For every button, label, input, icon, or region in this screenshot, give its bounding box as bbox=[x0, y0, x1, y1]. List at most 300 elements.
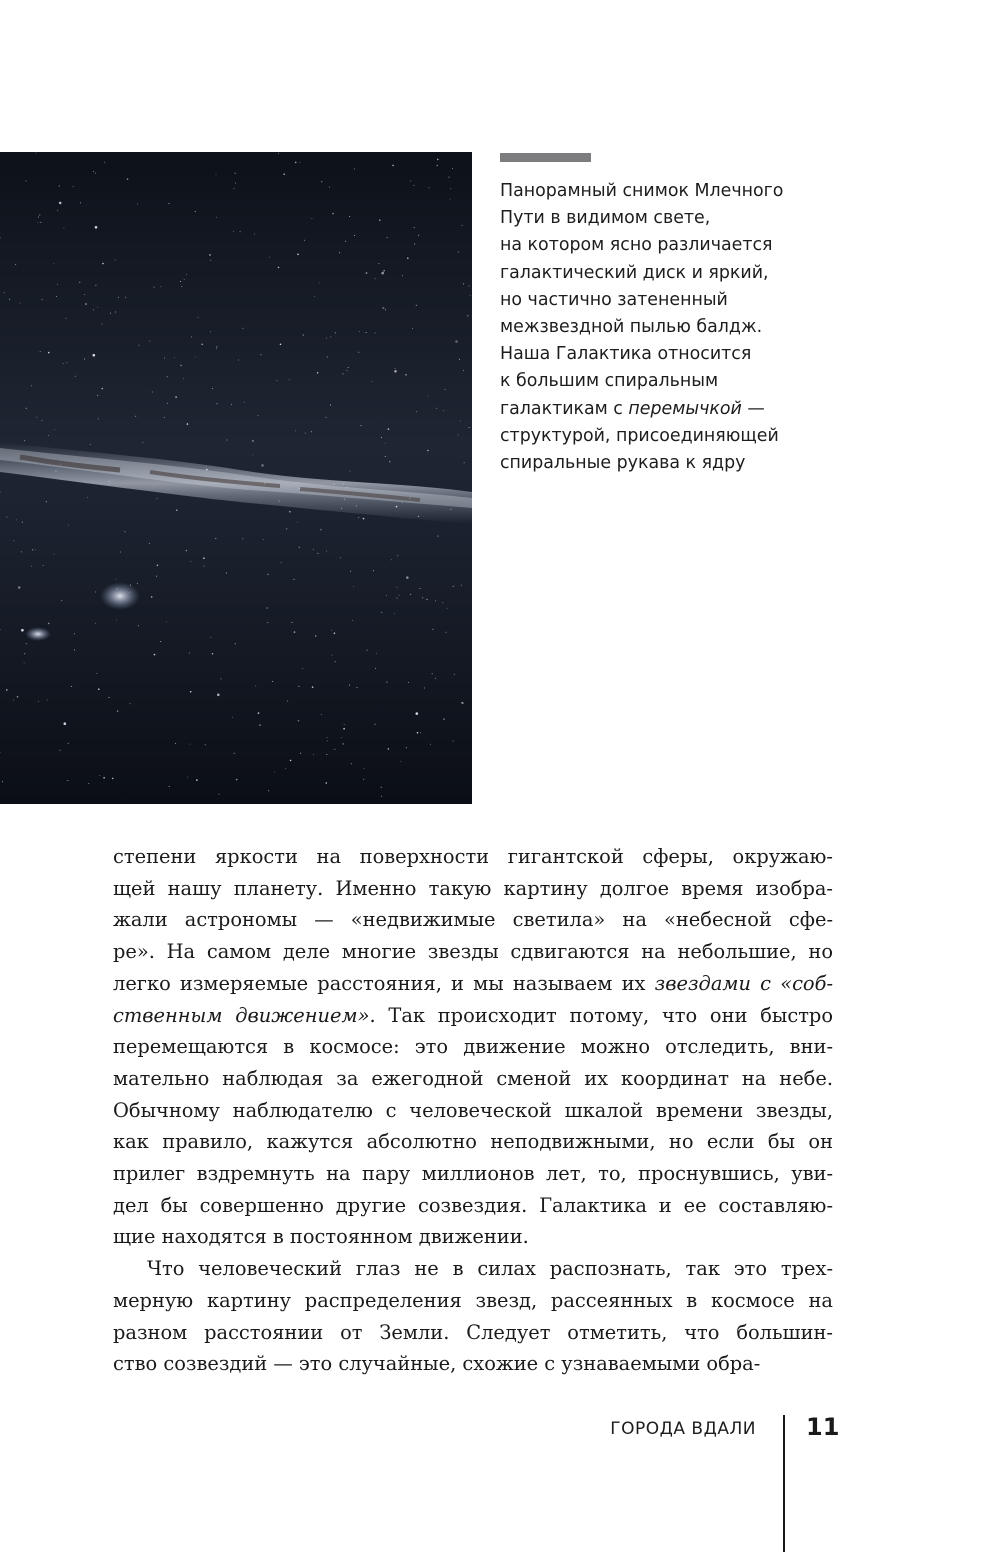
star bbox=[394, 613, 395, 614]
star bbox=[361, 425, 362, 426]
star bbox=[326, 782, 328, 784]
star bbox=[299, 547, 300, 548]
star bbox=[227, 440, 228, 441]
star bbox=[190, 561, 191, 562]
star bbox=[31, 385, 32, 386]
star bbox=[95, 623, 96, 624]
star bbox=[20, 303, 21, 304]
star bbox=[364, 768, 365, 769]
star bbox=[231, 404, 232, 405]
star bbox=[346, 487, 347, 488]
body-text: как правило, кажутся абсолютно неподвижными, но если бы он bbox=[113, 1130, 833, 1154]
star bbox=[267, 622, 268, 623]
body-line bbox=[113, 1095, 833, 1127]
star bbox=[167, 376, 168, 377]
star bbox=[378, 263, 379, 264]
body-line bbox=[113, 1031, 833, 1063]
star bbox=[79, 282, 80, 283]
star bbox=[386, 595, 387, 596]
star bbox=[427, 450, 429, 452]
star bbox=[418, 235, 419, 236]
star bbox=[366, 272, 368, 274]
star bbox=[210, 331, 211, 332]
star bbox=[42, 299, 43, 300]
star bbox=[343, 728, 345, 730]
star bbox=[294, 631, 296, 633]
star bbox=[96, 673, 97, 674]
star bbox=[138, 625, 139, 626]
star bbox=[149, 341, 150, 342]
star bbox=[117, 710, 119, 712]
star bbox=[432, 673, 433, 674]
star bbox=[443, 410, 444, 411]
star bbox=[281, 562, 282, 563]
body-line bbox=[113, 1190, 833, 1222]
star bbox=[157, 565, 159, 567]
star bbox=[117, 588, 118, 589]
star bbox=[46, 501, 47, 502]
star bbox=[375, 668, 376, 669]
star bbox=[13, 700, 14, 701]
star bbox=[238, 360, 239, 361]
star bbox=[189, 744, 190, 745]
star bbox=[268, 790, 269, 791]
star bbox=[418, 516, 419, 517]
star bbox=[157, 498, 158, 499]
star bbox=[385, 456, 386, 457]
star bbox=[462, 702, 464, 704]
star bbox=[269, 257, 270, 258]
star bbox=[130, 703, 131, 704]
star bbox=[416, 305, 417, 306]
star bbox=[118, 297, 119, 298]
caption-text: на котором ясно различается bbox=[500, 235, 773, 256]
star bbox=[285, 768, 286, 769]
star bbox=[358, 352, 359, 353]
star bbox=[261, 464, 264, 467]
star bbox=[274, 772, 275, 773]
star bbox=[71, 686, 72, 687]
star bbox=[387, 237, 388, 238]
star bbox=[216, 174, 217, 175]
caption-text: но частично затененный bbox=[500, 289, 728, 310]
star bbox=[175, 743, 176, 744]
star bbox=[383, 270, 385, 272]
star bbox=[156, 576, 157, 577]
star bbox=[348, 367, 349, 368]
star bbox=[350, 571, 351, 572]
star bbox=[430, 744, 431, 745]
body-text: дел бы совершенно другие созвездия. Галактика и ее составляю- bbox=[113, 1193, 833, 1217]
star bbox=[180, 281, 181, 282]
star bbox=[291, 622, 292, 623]
star bbox=[210, 260, 211, 261]
star bbox=[93, 354, 96, 357]
star bbox=[93, 309, 94, 310]
star bbox=[186, 274, 187, 275]
star bbox=[255, 685, 256, 686]
star bbox=[116, 579, 117, 580]
star bbox=[216, 346, 217, 347]
star bbox=[4, 292, 5, 293]
star bbox=[37, 222, 38, 223]
star bbox=[395, 368, 396, 369]
star bbox=[109, 481, 110, 482]
star bbox=[354, 235, 355, 236]
star bbox=[397, 555, 398, 556]
star bbox=[59, 186, 60, 187]
star bbox=[55, 471, 56, 472]
star bbox=[232, 717, 233, 718]
star bbox=[258, 415, 259, 416]
star bbox=[15, 264, 16, 265]
star bbox=[462, 225, 463, 226]
star bbox=[340, 557, 341, 558]
star bbox=[264, 483, 265, 484]
star bbox=[204, 566, 205, 567]
caption-line bbox=[500, 232, 840, 259]
star bbox=[283, 173, 285, 175]
body-line bbox=[113, 904, 833, 936]
star bbox=[373, 570, 374, 571]
star bbox=[399, 595, 400, 596]
body-line bbox=[113, 1126, 833, 1158]
star bbox=[95, 592, 96, 593]
star bbox=[446, 632, 447, 633]
star bbox=[460, 420, 461, 421]
star bbox=[326, 551, 327, 552]
star bbox=[298, 720, 300, 722]
caption-line bbox=[500, 260, 840, 287]
caption-text: Пути в видимом свете, bbox=[500, 208, 711, 229]
body-emphasis: звездами с «соб- bbox=[654, 971, 833, 995]
body-text: мерную картину распределения звезд, рассеянных в космосе на bbox=[113, 1288, 833, 1312]
star bbox=[450, 509, 451, 510]
star bbox=[154, 654, 156, 656]
caption-text: спиральные рукава к ядру bbox=[500, 453, 746, 474]
star bbox=[386, 682, 387, 683]
star bbox=[344, 724, 345, 725]
body-line bbox=[113, 1285, 833, 1317]
star bbox=[303, 334, 305, 336]
body-line bbox=[113, 1000, 833, 1032]
star bbox=[286, 528, 287, 529]
star bbox=[319, 283, 320, 284]
star bbox=[130, 585, 131, 586]
star bbox=[154, 287, 155, 288]
star bbox=[329, 187, 330, 188]
star bbox=[168, 203, 169, 204]
star bbox=[54, 554, 55, 555]
star bbox=[375, 724, 376, 725]
star bbox=[381, 437, 382, 438]
star bbox=[452, 168, 453, 169]
star bbox=[437, 535, 439, 537]
star bbox=[24, 653, 25, 654]
star bbox=[339, 252, 340, 253]
body-text: степени яркости на поверхности гигантской сферы, окружаю- bbox=[113, 845, 833, 868]
caption-line bbox=[500, 368, 840, 395]
star bbox=[447, 608, 448, 609]
star bbox=[416, 411, 417, 412]
star bbox=[315, 635, 317, 637]
star bbox=[332, 655, 333, 656]
star bbox=[298, 686, 299, 687]
star bbox=[252, 454, 253, 455]
star bbox=[13, 540, 14, 541]
star bbox=[74, 649, 75, 650]
star bbox=[381, 796, 382, 797]
star bbox=[259, 724, 261, 726]
star bbox=[201, 344, 203, 346]
star bbox=[313, 549, 314, 550]
star bbox=[461, 702, 462, 703]
star bbox=[343, 484, 344, 485]
star bbox=[385, 309, 386, 310]
star bbox=[402, 275, 403, 276]
star bbox=[289, 511, 291, 513]
star bbox=[57, 210, 58, 211]
star bbox=[236, 779, 238, 781]
star bbox=[73, 186, 74, 187]
star bbox=[84, 359, 85, 360]
star bbox=[164, 417, 165, 418]
star bbox=[464, 462, 465, 463]
star bbox=[435, 678, 436, 679]
star bbox=[53, 263, 54, 264]
caption-text: межзвездной пылью балдж. bbox=[500, 317, 763, 338]
star bbox=[93, 171, 94, 172]
caption-emphasis: перемычкой bbox=[628, 398, 742, 419]
star bbox=[443, 718, 445, 720]
star bbox=[36, 417, 37, 418]
star bbox=[459, 359, 460, 360]
star bbox=[234, 753, 235, 754]
star bbox=[442, 602, 443, 603]
star bbox=[279, 501, 280, 502]
star bbox=[450, 199, 451, 200]
star bbox=[160, 641, 161, 642]
star bbox=[115, 259, 116, 260]
star bbox=[461, 585, 462, 586]
star bbox=[110, 313, 111, 314]
body-text: Обычному наблюдателю с человеческой шкалой времени звезды, bbox=[113, 1098, 833, 1122]
body-line bbox=[113, 841, 833, 873]
star bbox=[437, 159, 439, 161]
star bbox=[54, 429, 55, 430]
star bbox=[424, 688, 425, 689]
star bbox=[458, 434, 459, 435]
caption-line bbox=[500, 396, 840, 423]
star bbox=[302, 668, 303, 669]
star bbox=[195, 211, 196, 212]
star bbox=[84, 294, 85, 295]
star bbox=[95, 173, 96, 174]
star bbox=[388, 428, 390, 430]
star bbox=[335, 332, 336, 333]
body-text: разном расстоянии от Земли. Следует отметить, что большин- bbox=[113, 1320, 833, 1344]
star bbox=[267, 574, 269, 576]
star bbox=[40, 222, 41, 223]
star bbox=[330, 336, 331, 337]
star bbox=[242, 538, 243, 539]
star bbox=[416, 712, 419, 715]
star bbox=[277, 380, 278, 381]
star bbox=[280, 344, 282, 346]
running-title: ГОРОДА ВДАЛИ bbox=[610, 1419, 756, 1439]
star bbox=[334, 632, 336, 634]
star bbox=[48, 623, 50, 625]
star bbox=[125, 531, 126, 532]
caption-line bbox=[500, 341, 840, 368]
star bbox=[266, 607, 268, 609]
star bbox=[195, 357, 196, 358]
star bbox=[116, 619, 117, 620]
star bbox=[261, 354, 262, 355]
star bbox=[396, 587, 397, 588]
star bbox=[167, 403, 168, 404]
star bbox=[254, 234, 255, 235]
star bbox=[85, 303, 87, 305]
star bbox=[151, 596, 153, 598]
body-text: мательно наблюдая за ежегодной сменой их координат на небе. bbox=[113, 1066, 833, 1090]
star bbox=[402, 502, 403, 503]
star bbox=[320, 529, 322, 531]
star bbox=[410, 181, 411, 182]
body-line bbox=[113, 1063, 833, 1095]
star bbox=[43, 565, 44, 566]
star bbox=[137, 583, 138, 584]
caption-text: к большим спиральным bbox=[500, 371, 719, 392]
star bbox=[74, 633, 75, 634]
star bbox=[410, 594, 411, 595]
star bbox=[0, 237, 1, 238]
star bbox=[396, 506, 398, 508]
body-text: . Так происходит потому, что они быстро bbox=[369, 1003, 834, 1027]
caption-line bbox=[500, 287, 840, 314]
star bbox=[263, 539, 264, 540]
star bbox=[235, 183, 236, 184]
star bbox=[449, 177, 450, 178]
star bbox=[87, 497, 88, 498]
star bbox=[75, 376, 76, 377]
star bbox=[112, 778, 114, 780]
star bbox=[191, 336, 192, 337]
star bbox=[109, 697, 110, 698]
star bbox=[414, 227, 415, 228]
body-line bbox=[113, 968, 833, 1000]
milky-way-image bbox=[0, 152, 472, 804]
caption-line bbox=[500, 423, 840, 450]
star bbox=[436, 408, 437, 409]
star bbox=[420, 732, 421, 733]
star bbox=[437, 165, 439, 167]
star bbox=[295, 162, 297, 164]
star bbox=[427, 395, 428, 396]
star bbox=[88, 783, 89, 784]
caption-text: Наша Галактика относится bbox=[500, 344, 752, 365]
star bbox=[38, 217, 39, 218]
star bbox=[375, 333, 376, 334]
star bbox=[405, 374, 407, 376]
body-line bbox=[113, 1158, 833, 1190]
star bbox=[48, 435, 49, 436]
star bbox=[352, 620, 353, 621]
star bbox=[358, 517, 359, 518]
body-line bbox=[113, 1253, 833, 1285]
star bbox=[190, 691, 192, 693]
star bbox=[468, 286, 469, 287]
body-line bbox=[113, 1348, 833, 1380]
body-emphasis: ственным движением» bbox=[113, 1003, 370, 1027]
star bbox=[152, 392, 153, 393]
star bbox=[299, 488, 300, 489]
star bbox=[314, 296, 315, 297]
star bbox=[327, 737, 328, 738]
star bbox=[95, 226, 98, 229]
star bbox=[64, 722, 67, 725]
star bbox=[98, 418, 99, 419]
star bbox=[235, 173, 236, 174]
star bbox=[332, 213, 334, 215]
star bbox=[381, 272, 384, 275]
star bbox=[363, 779, 364, 780]
star bbox=[349, 471, 350, 472]
star bbox=[57, 284, 58, 285]
star bbox=[40, 351, 41, 352]
figure-caption bbox=[500, 178, 840, 477]
body-text: легко измеряемые расстояния, и мы называем их bbox=[113, 971, 655, 995]
body-line bbox=[113, 1221, 833, 1253]
star bbox=[26, 643, 27, 644]
star bbox=[379, 219, 381, 221]
star bbox=[463, 283, 464, 284]
star bbox=[60, 464, 61, 465]
star bbox=[334, 484, 335, 485]
star bbox=[247, 489, 248, 490]
body-line bbox=[113, 936, 833, 968]
star bbox=[409, 498, 410, 499]
star bbox=[406, 747, 407, 748]
star bbox=[21, 629, 24, 632]
star bbox=[24, 440, 25, 441]
star bbox=[321, 714, 322, 715]
star bbox=[68, 743, 69, 744]
star bbox=[382, 307, 383, 308]
star bbox=[22, 522, 23, 523]
star bbox=[217, 403, 218, 404]
caption-text: структурой, присоединяющей bbox=[500, 425, 779, 446]
star bbox=[102, 388, 104, 390]
star bbox=[63, 228, 64, 229]
star bbox=[435, 600, 436, 601]
star bbox=[26, 408, 27, 409]
star bbox=[388, 748, 390, 750]
body-text: прилег вздремнуть на пару миллионов лет, то, проснувшись, уви- bbox=[113, 1162, 833, 1186]
star bbox=[453, 586, 454, 587]
body-text bbox=[113, 841, 833, 1380]
star bbox=[295, 430, 296, 431]
star bbox=[235, 643, 236, 644]
star bbox=[32, 549, 34, 551]
star bbox=[220, 678, 221, 679]
star bbox=[327, 740, 328, 741]
star bbox=[351, 763, 352, 764]
star bbox=[381, 787, 382, 788]
star bbox=[104, 162, 105, 163]
star bbox=[41, 420, 42, 421]
star bbox=[318, 553, 319, 554]
